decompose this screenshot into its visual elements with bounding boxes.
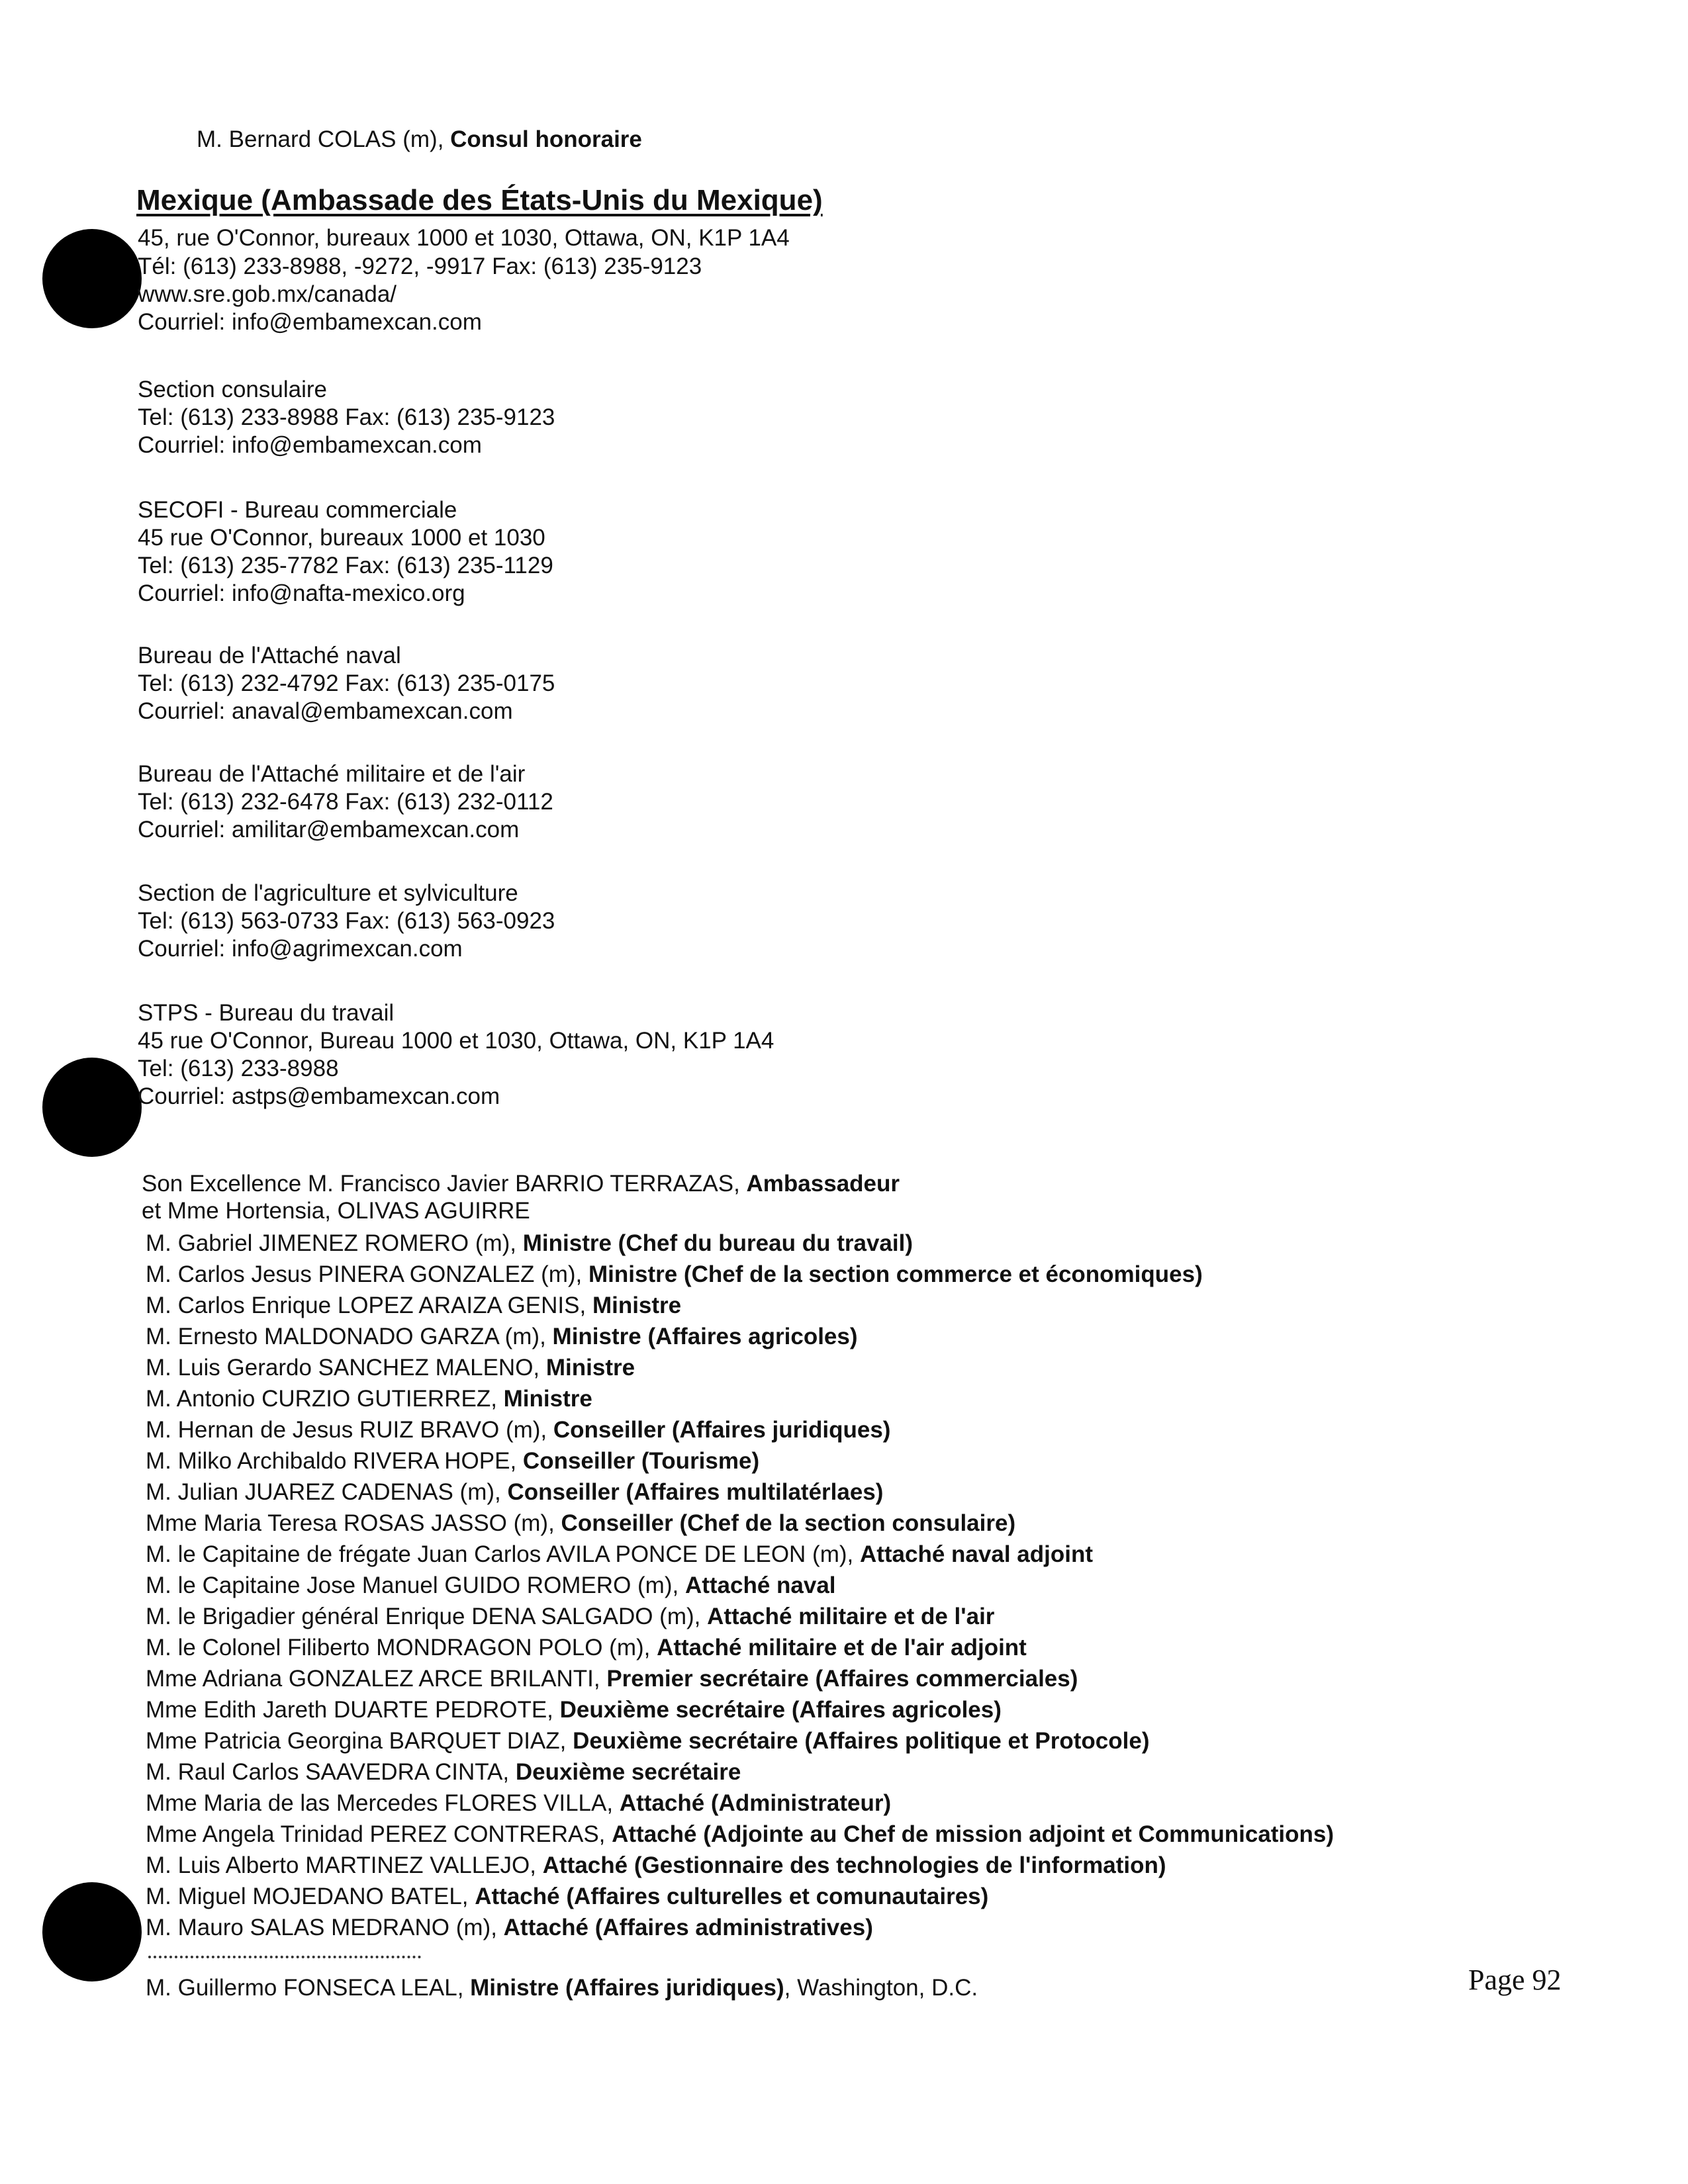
section-labour-email: Courriel: astps@embamexcan.com [138,1083,500,1109]
staff-title: Conseiller (Affaires multilatérlaes) [507,1479,884,1505]
staff-entry [146,1541,1093,1569]
section-naval-name: Bureau de l'Attaché naval [138,643,401,668]
staff-entry [146,1416,890,1444]
staff-name: M. Carlos Jesus PINERA GONZALEZ (m), [146,1261,588,1287]
section-agriculture-phone: Tel: (613) 563-0733 Fax: (613) 563-0923 [138,908,555,934]
staff-entry [142,1197,530,1225]
staff-name: M. Milko Archibaldo RIVERA HOPE, [146,1448,523,1474]
staff-title: Conseiller (Chef de la section consulaire) [561,1510,1016,1536]
staff-title: Ministre [503,1386,592,1412]
section-consular-name: Section consulaire [138,377,327,402]
section-commercial-phone: Tel: (613) 235-7782 Fax: (613) 235-1129 [138,553,553,578]
non-resident-location: , Washington, D.C. [784,1975,978,2001]
staff-entry [146,1665,1078,1693]
staff-name: Son Excellence M. Francisco Javier BARRIO TERRAZAS, [142,1171,747,1197]
staff-title: Ministre (Affaires agricoles) [552,1324,858,1349]
section-commercial-email: Courriel: info@nafta-mexico.org [138,580,465,606]
staff-title: Deuxième secrétaire (Affaires politique et Protocole) [573,1728,1150,1754]
staff-entry [146,1758,741,1786]
section-naval-email: Courriel: anaval@embamexcan.com [138,698,513,724]
staff-name: M. le Capitaine de frégate Juan Carlos AVILA PONCE DE LEON (m), [146,1541,860,1567]
staff-entry [146,1790,891,1817]
staff-entry [146,1696,1002,1724]
section-commercial-name: SECOFI - Bureau commerciale [138,497,457,523]
staff-name: Mme Adriana GONZALEZ ARCE BRILANTI, [146,1666,607,1692]
section-consular-phone: Tel: (613) 233-8988 Fax: (613) 235-9123 [138,404,555,430]
section-labour-address: 45 rue O'Connor, Bureau 1000 et 1030, Ottawa, ON, K1P 1A4 [138,1028,774,1054]
staff-entry [146,1479,883,1506]
staff-entry [142,1170,900,1198]
staff-entry [146,1914,873,1942]
staff-title: Ambassadeur [746,1171,900,1197]
staff-title: Premier secrétaire (Affaires commerciales) [606,1666,1078,1692]
staff-entry [146,1883,988,1911]
staff-entry [146,1261,1203,1289]
staff-entry [146,1230,913,1257]
previous-entry [197,126,642,154]
section-labour-name: STPS - Bureau du travail [138,1000,395,1026]
staff-name: M. Luis Alberto MARTINEZ VALLEJO, [146,1852,543,1878]
embassy-website: www.sre.gob.mx/canada/ [138,281,397,307]
staff-entry [146,1292,681,1320]
staff-name: M. Miguel MOJEDANO BATEL, [146,1884,475,1909]
non-resident-entry [146,1974,978,2002]
staff-title: Attaché naval adjoint [859,1541,1093,1567]
staff-name: Mme Patricia Georgina BARQUET DIAZ, [146,1728,573,1754]
section-naval-phone: Tel: (613) 232-4792 Fax: (613) 235-0175 [138,670,555,696]
staff-title: Attaché (Administrateur) [619,1790,892,1816]
section-labour-phone: Tel: (613) 233-8988 [138,1056,339,1081]
staff-entry [146,1447,759,1475]
staff-name: et Mme Hortensia, OLIVAS AGUIRRE [142,1198,530,1224]
staff-name: M. Antonio CURZIO GUTIERREZ, [146,1386,504,1412]
staff-name: Mme Edith Jareth DUARTE PEDROTE, [146,1697,560,1723]
punch-hole-bottom [42,1882,142,1981]
staff-title: Conseiller (Tourisme) [522,1448,760,1474]
embassy-phone-fax: Tél: (613) 233-8988, -9272, -9917 Fax: (613) 235-9123 [138,253,702,279]
staff-entry [146,1510,1015,1537]
staff-name: M. Mauro SALAS MEDRANO (m), [146,1915,504,1940]
staff-entry [146,1572,836,1600]
staff-name: M. Ernesto MALDONADO GARZA (m), [146,1324,553,1349]
staff-entry [146,1323,858,1351]
staff-name: M. le Colonel Filiberto MONDRAGON POLO (m), [146,1635,657,1661]
staff-name: M. Hernan de Jesus RUIZ BRAVO (m), [146,1417,553,1443]
staff-title: Attaché (Affaires culturelles et comunautaires) [475,1884,989,1909]
staff-title: Attaché (Gestionnaire des technologies de l'information) [542,1852,1166,1878]
embassy-heading: Mexique (Ambassade des États-Unis du Mexique) [136,184,823,216]
dotted-separator [148,1956,421,1958]
staff-name: M. le Brigadier général Enrique DENA SALGADO (m), [146,1604,708,1629]
page-number: Page 92 [1468,1964,1562,1996]
section-agriculture-email: Courriel: info@agrimexcan.com [138,936,463,962]
staff-entry [146,1852,1166,1880]
non-resident-name: M. Guillermo FONSECA LEAL, [146,1975,471,2001]
section-consular-email: Courriel: info@embamexcan.com [138,432,482,458]
staff-title: Deuxième secrétaire [515,1759,741,1785]
section-agriculture-name: Section de l'agriculture et sylviculture [138,880,518,906]
section-military-email: Courriel: amilitar@embamexcan.com [138,817,520,842]
previous-entry-title: Consul honoraire [450,126,642,152]
staff-name: M. Gabriel JIMENEZ ROMERO (m), [146,1230,523,1256]
staff-name: Mme Maria Teresa ROSAS JASSO (m), [146,1510,561,1536]
staff-name: M. Julian JUAREZ CADENAS (m), [146,1479,508,1505]
section-commercial-address: 45 rue O'Connor, bureaux 1000 et 1030 [138,525,545,551]
previous-entry-name: M. Bernard COLAS (m), [197,126,451,152]
staff-name: M. Raul Carlos SAAVEDRA CINTA, [146,1759,516,1785]
staff-title: Attaché militaire et de l'air adjoint [657,1635,1027,1661]
staff-entry [146,1603,994,1631]
staff-name: M. le Capitaine Jose Manuel GUIDO ROMERO (m), [146,1572,685,1598]
staff-entry [146,1354,635,1382]
staff-name: M. Carlos Enrique LOPEZ ARAIZA GENIS, [146,1293,592,1318]
punch-hole-middle [42,1058,142,1157]
staff-entry [146,1727,1149,1755]
staff-title: Deuxième secrétaire (Affaires agricoles) [559,1697,1002,1723]
staff-title: Conseiller (Affaires juridiques) [553,1417,891,1443]
staff-entry [146,1385,592,1413]
staff-entry [146,1821,1334,1848]
section-military-phone: Tel: (613) 232-6478 Fax: (613) 232-0112 [138,789,553,815]
staff-name: Mme Maria de las Mercedes FLORES VILLA, [146,1790,620,1816]
staff-title: Attaché naval [684,1572,836,1598]
staff-title: Ministre [545,1355,635,1381]
staff-name: M. Luis Gerardo SANCHEZ MALENO, [146,1355,546,1381]
staff-entry [146,1634,1027,1662]
staff-title: Attaché (Affaires administratives) [503,1915,873,1940]
staff-title: Attaché militaire et de l'air [707,1604,995,1629]
embassy-address: 45, rue O'Connor, bureaux 1000 et 1030, Ottawa, ON, K1P 1A4 [138,225,790,251]
punch-hole-top [42,229,142,328]
section-military-name: Bureau de l'Attaché militaire et de l'air [138,761,526,787]
staff-title: Ministre (Chef de la section commerce et économiques) [588,1261,1203,1287]
embassy-email: Courriel: info@embamexcan.com [138,309,482,335]
staff-title: Ministre [592,1293,682,1318]
non-resident-title: Ministre (Affaires juridiques) [470,1975,784,2001]
staff-name: Mme Angela Trinidad PEREZ CONTRERAS, [146,1821,612,1847]
staff-title: Attaché (Adjointe au Chef de mission adjoint et Communications) [612,1821,1335,1847]
staff-title: Ministre (Chef du bureau du travail) [522,1230,913,1256]
